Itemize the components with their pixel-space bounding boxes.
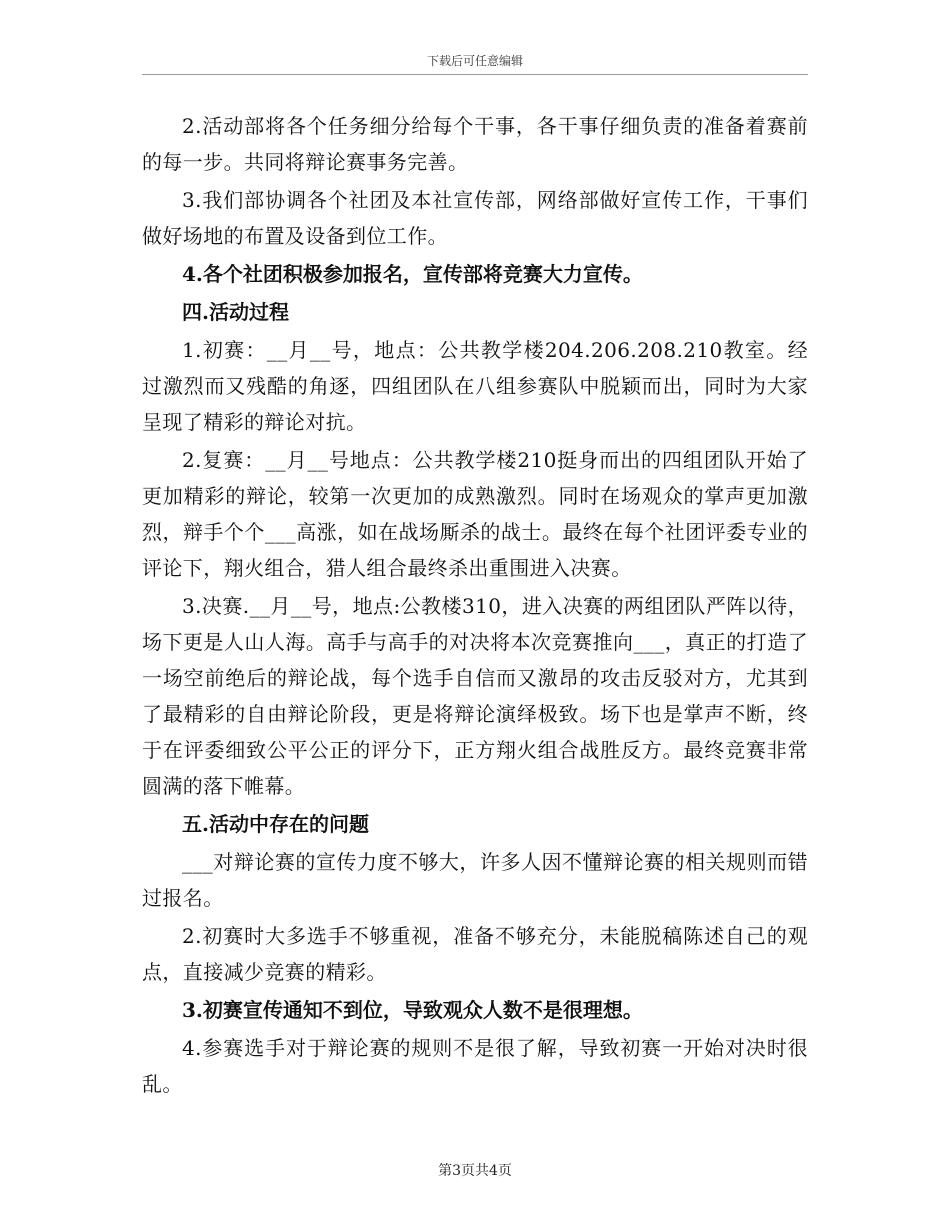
paragraph-problem-preparation: 2.初赛时大多选手不够重视，准备不够充分，未能脱稿陈述自己的观点，直接减少竞赛的精彩。 <box>142 924 808 984</box>
section-heading-activity-process: 四.活动过程 <box>182 300 289 324</box>
section-heading-problems: 五.活动中存在的问题 <box>182 812 369 836</box>
paragraph-final-round: 3.决赛.__月__号，地点:公教楼310，进入决赛的两组团队严阵以待，场下更是人山人海。高手与高手的对决将本次竞赛推向___，真正的打造了一场空前绝后的辩论战，每个选手自信而又激昂的攻击反驳对方，尤其到了最精彩的自由辩论阶段，更是将辩论演绎极致。场下也是掌声不断，终于在评委细致公平公正的评分下，正方翔火组合战胜反方。最终竞赛非常圆满的落下帷幕。 <box>142 594 808 798</box>
page-header: 下载后可任意编辑 <box>426 54 523 68</box>
paragraph-problem-notification-bold: 3.初赛宣传通知不到位，导致观众人数不是很理想。 <box>182 998 643 1022</box>
paragraph-problem-rules: 4.参赛选手对于辩论赛的规则不是很了解，导致初赛一开始对决时很乱。 <box>142 1036 808 1096</box>
paragraph-task-breakdown: 2.活动部将各个任务细分给每个干事，各干事仔细负责的准备着赛前的每一步。共同将辩论赛事务完善。 <box>142 114 808 174</box>
paragraph-registration-bold: 4.各个社团积极参加报名，宣传部将竞赛大力宣传。 <box>182 262 643 286</box>
page-number: 第3页共4页 <box>438 1163 512 1179</box>
paragraph-preliminary-round: 1.初赛：__月__号，地点：公共教学楼204.206.208.210教室。经过激烈而又残酷的角逐，四组团队在八组参赛队中脱颖而出，同时为大家呈现了精彩的辩论对抗。 <box>142 338 808 434</box>
paragraph-second-round: 2.复赛：__月__号地点：公共教学楼210挺身而出的四组团队开始了更加精彩的辩论，较第一次更加的成熟激烈。同时在场观众的掌声更加激烈，辩手个个___高涨，如在战场厮杀的战士。最终在每个社团评委专业的评论下，翔火组合，猎人组合最终杀出重围进入决赛。 <box>142 448 808 580</box>
header-divider <box>142 74 808 75</box>
document-body <box>142 108 808 1104</box>
paragraph-publicity-coordination: 3.我们部协调各个社团及本社宣传部，网络部做好宣传工作，干事们做好场地的布置及设备到位工作。 <box>142 188 808 248</box>
paragraph-problem-publicity: ___对辩论赛的宣传力度不够大，许多人因不懂辩论赛的相关规则而错过报名。 <box>142 850 808 910</box>
